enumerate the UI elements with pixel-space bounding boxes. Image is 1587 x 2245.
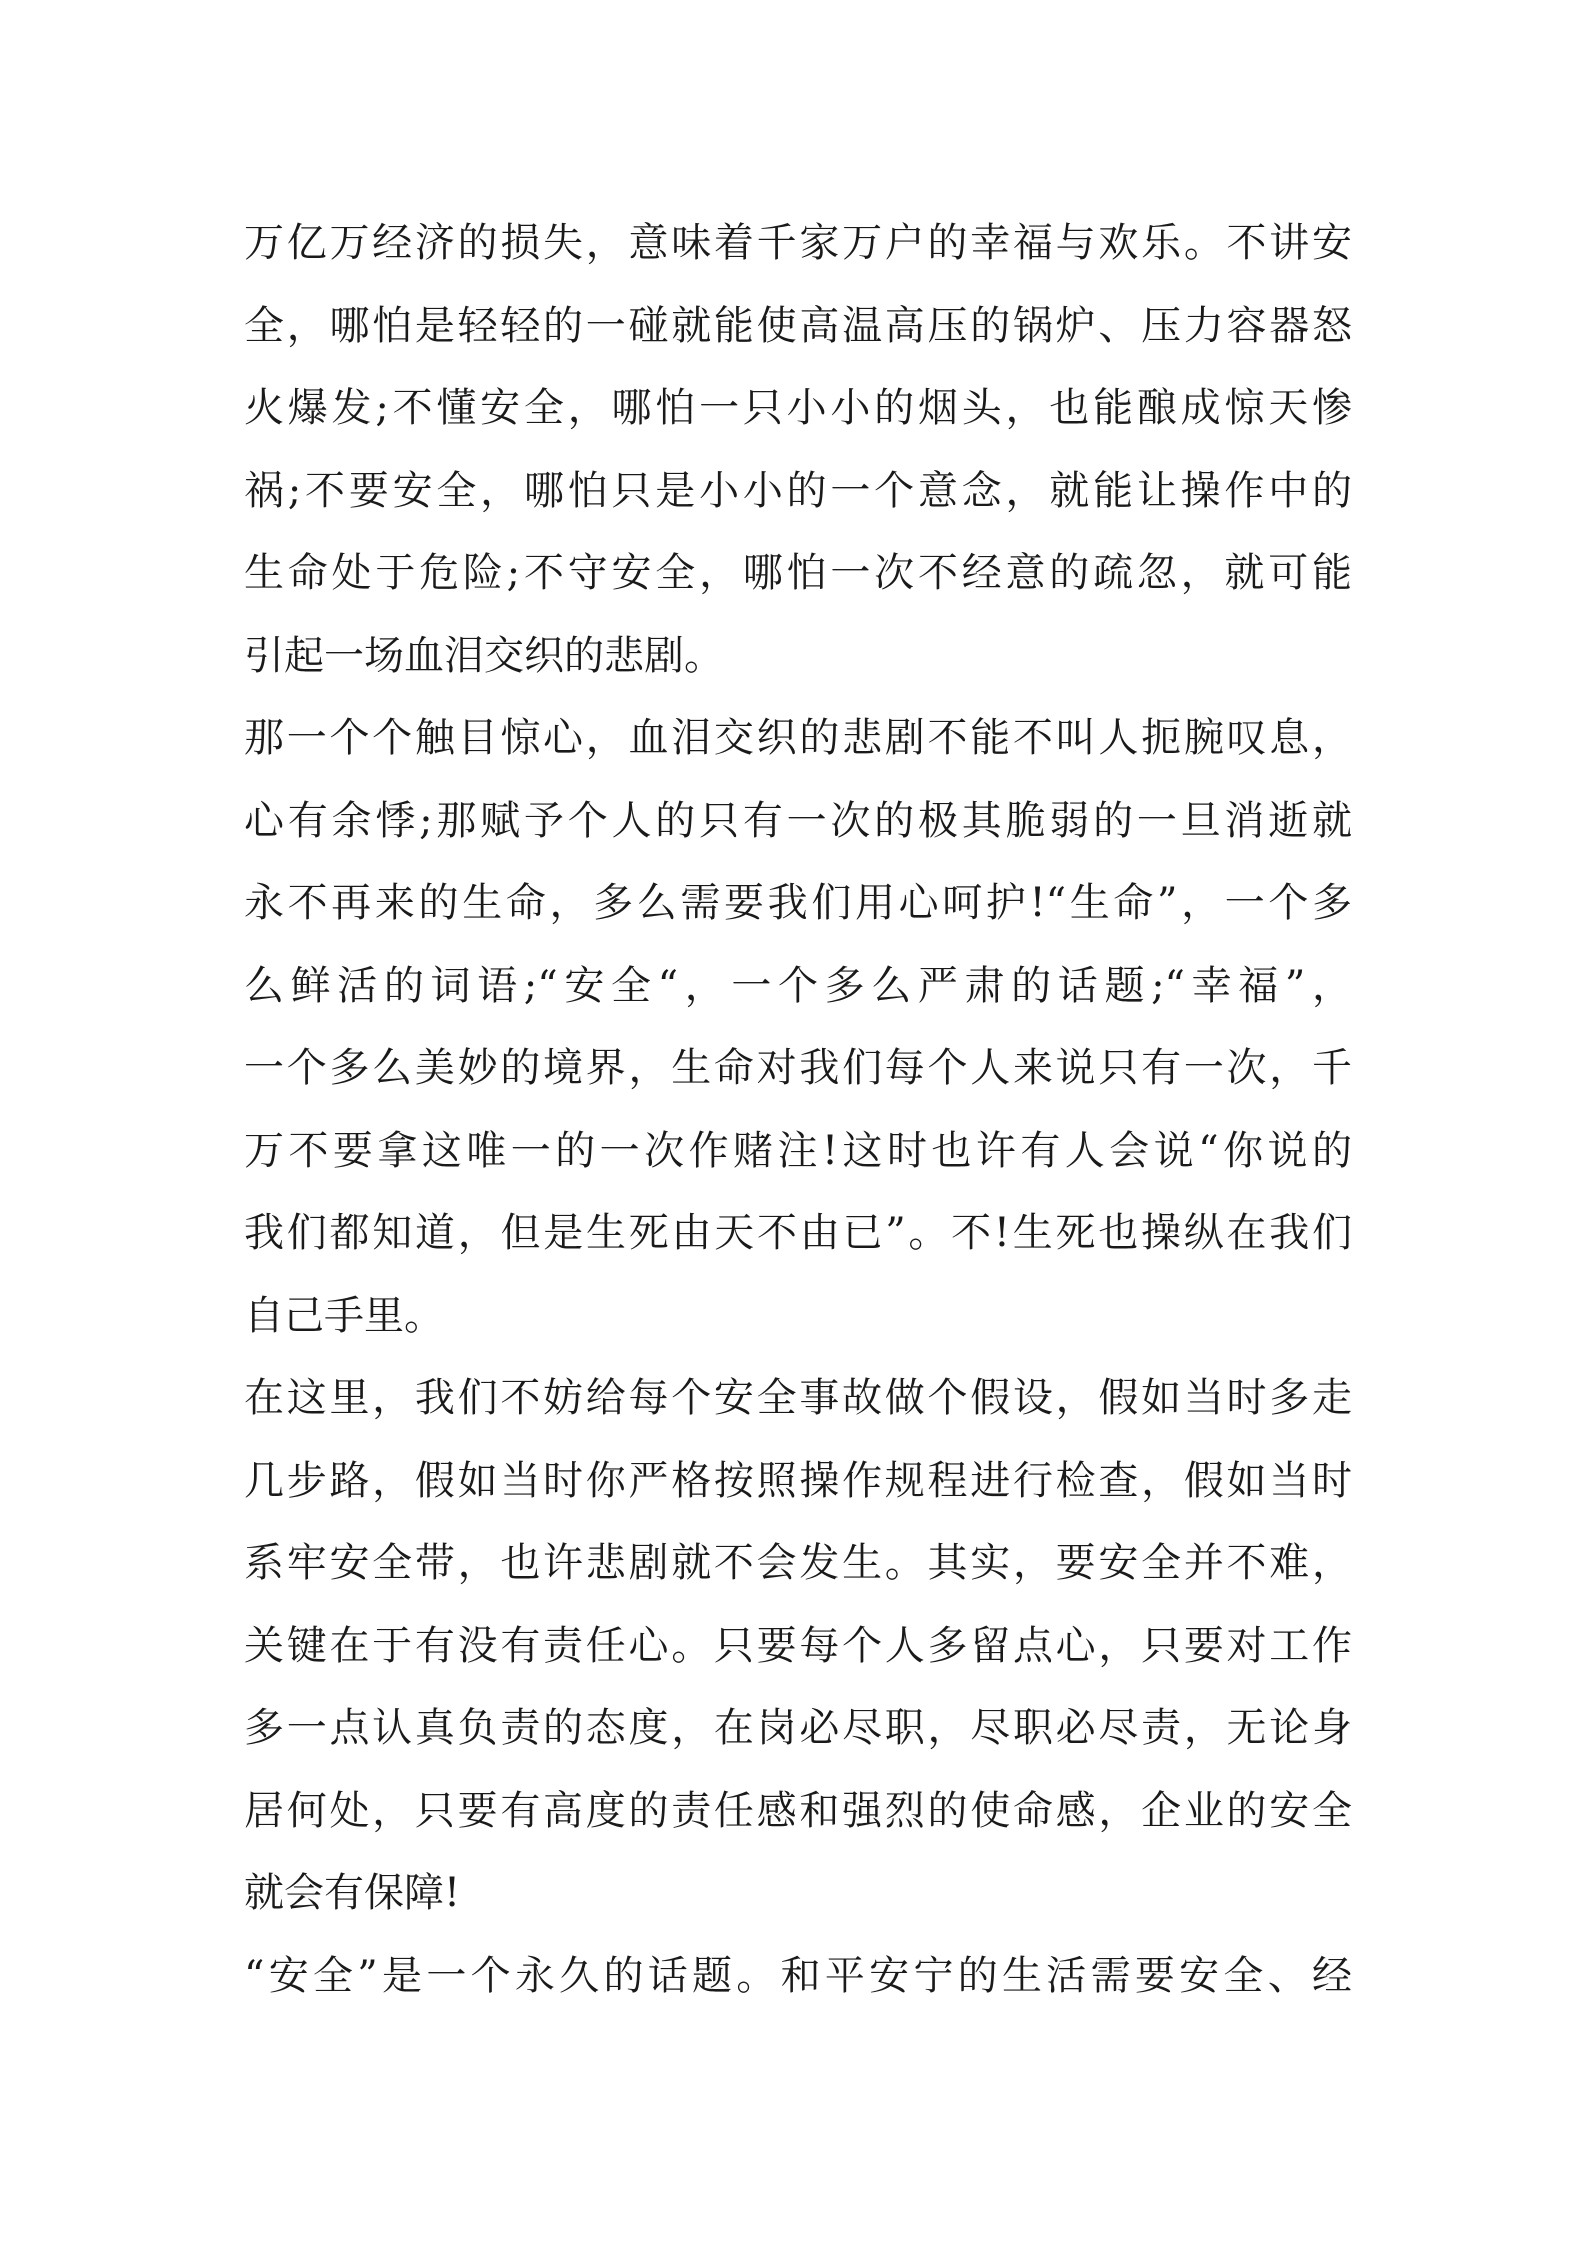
text-line: 万不要拿这唯一的一次作赌注!这时也许有人会说“你说的: [244, 1127, 1352, 1174]
text-line: 生命处于危险;不守安全，哪怕一次不经意的疏忽，就可能: [244, 550, 1352, 596]
body-text: [244, 202, 1352, 2017]
text-line: 万亿万经济的损失，意味着千家万户的幸福与欢乐。不讲安: [244, 220, 1352, 266]
paragraph-end-line: 自己手里。: [244, 1292, 444, 1339]
paragraph-end-line: 引起一场血泪交织的悲剧。: [244, 632, 724, 679]
text-line: 那一个个触目惊心，血泪交织的悲剧不能不叫人扼腕叹息，: [244, 715, 1352, 761]
text-line: 永不再来的生命，多么需要我们用心呵护!“生命”，一个多: [244, 880, 1352, 926]
text-line: 火爆发;不懂安全，哪怕一只小小的烟头，也能酿成惊天惨: [244, 385, 1352, 431]
text-line: 系牢安全带，也许悲剧就不会发生。其实，要安全并不难，: [244, 1540, 1352, 1586]
text-line: 几步路，假如当时你严格按照操作规程进行检查，假如当时: [244, 1457, 1352, 1504]
paragraph-end-line: 就会有保障!: [244, 1870, 461, 1916]
text-line: “安全”是一个永久的话题。和平安宁的生活需要安全、经: [244, 1952, 1352, 1999]
text-line: 祸;不要安全，哪怕只是小小的一个意念，就能让操作中的: [244, 467, 1352, 514]
text-line: 全，哪怕是轻轻的一碰就能使高温高压的锅炉、压力容器怒: [244, 302, 1352, 349]
text-line: 居何处，只要有高度的责任感和强烈的使命感，企业的安全: [244, 1787, 1352, 1834]
text-line: 心有余悸;那赋予个人的只有一次的极其脆弱的一旦消逝就: [244, 797, 1352, 844]
text-line: 我们都知道，但是生死由天不由已”。不!生死也操纵在我们: [244, 1210, 1352, 1256]
text-line: 多一点认真负责的态度，在岗必尽职，尽职必尽责，无论身: [244, 1705, 1352, 1751]
text-line: 一个多么美妙的境界，生命对我们每个人来说只有一次，千: [244, 1045, 1352, 1091]
text-line: 么鲜活的词语;“安全“，一个多么严肃的话题;“幸福”，: [244, 962, 1352, 1009]
text-line: 在这里，我们不妨给每个安全事故做个假设，假如当时多走: [244, 1375, 1352, 1421]
text-line: 关键在于有没有责任心。只要每个人多留点心，只要对工作: [244, 1622, 1352, 1669]
